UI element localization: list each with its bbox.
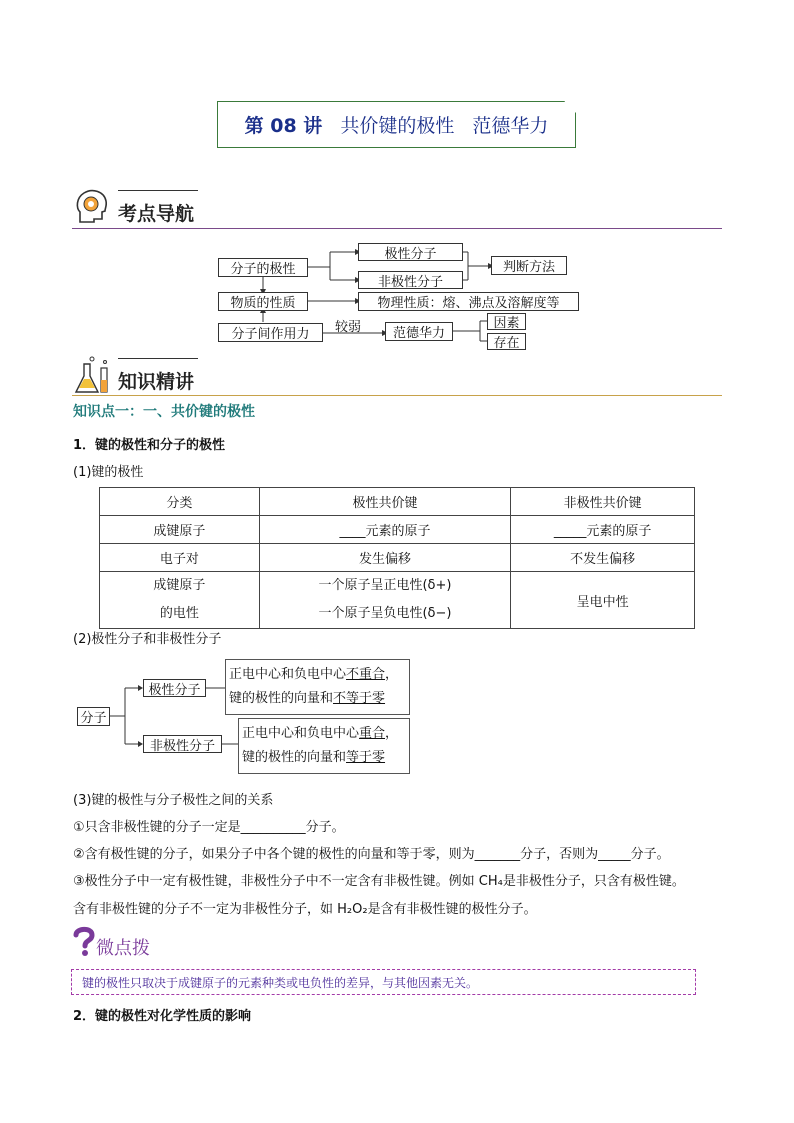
mindmap-label-weak: 较弱 — [335, 320, 362, 335]
mindmap-node-factor: 因素 — [487, 313, 526, 330]
mindmap-node-polar: 极性分子 — [358, 243, 463, 261]
lecture-subtopic: 范德华力 — [472, 115, 549, 137]
section-tip-heading: 微点拨 — [96, 938, 150, 959]
mindmap-node-mol-polarity: 分子的极性 — [218, 258, 308, 277]
heading-1b: (2)极性分子和非极性分子 — [73, 632, 222, 647]
table-cell-line: 的电性 — [159, 606, 199, 621]
section-guide-heading: 考点导航 — [118, 203, 195, 225]
table-cell-line: 一个原子呈正电性(δ+) — [318, 578, 452, 593]
mindmap-node-substance-prop: 物质的性质 — [218, 292, 308, 311]
table-cell: 不发生偏移 — [511, 544, 695, 572]
table-cell: 电子对 — [100, 544, 260, 572]
table-header-cell: 极性共价键 — [259, 488, 511, 516]
mindmap-node-judge: 判断方法 — [491, 256, 567, 275]
table-cell-line: 成键原子 — [153, 578, 206, 593]
table-header-cell: 分类 — [100, 488, 260, 516]
lecture-number: 第 08 讲 — [244, 115, 323, 137]
relation-1: ①只含非极性键的分子一定是__________分子。 — [73, 820, 345, 835]
mindmap-node-vdw: 范德华力 — [385, 322, 453, 341]
tree-node-polar: 极性分子 — [143, 679, 206, 697]
relation-3b: 含有非极性键的分子不一定为非极性分子，如 H₂O₂是含有非极性键的极性分子。 — [73, 902, 537, 917]
tree-root-molecule: 分子 — [77, 707, 110, 726]
nonpolar-desc-line-1: 正电中心和负电中心重合， — [242, 726, 399, 741]
section-knowledge-heading: 知识精讲 — [118, 371, 195, 393]
nonpolar-desc-line-2: 键的极性的向量和等于零 — [242, 750, 386, 765]
knowledge-point-1-title: 知识点一：一、共价键的极性 — [73, 404, 255, 420]
table-cell: 发生偏移 — [259, 544, 511, 572]
polar-desc-line-1: 正电中心和负电中心不重合， — [229, 667, 399, 682]
tree-node-nonpolar: 非极性分子 — [143, 735, 222, 753]
tip-box — [71, 969, 696, 995]
heading-1a: (1)键的极性 — [73, 465, 144, 480]
mindmap-node-physical: 物理性质：熔、沸点及溶解度等 — [358, 292, 579, 311]
heading-1c: (3)键的极性与分子极性之间的关系 — [73, 793, 274, 808]
mindmap-node-exist: 存在 — [487, 333, 526, 350]
nonpolar-description-box — [238, 718, 410, 774]
table-cell: 呈电中性 — [511, 572, 695, 629]
relation-3a: ③极性分子中一定有极性键，非极性分子中不一定含有非极性键。例如 CH₄是非极性分子，只含有极性键。 — [73, 874, 685, 889]
mindmap-node-inter-force: 分子间作用力 — [218, 323, 323, 342]
heading-2: 2．键的极性对化学性质的影响 — [73, 1009, 252, 1024]
tip-text: 键的极性只取决于成键原子的元素种类或电负性的差异，与其他因素无关。 — [82, 975, 479, 990]
mindmap-node-nonpolar: 非极性分子 — [358, 271, 463, 289]
polar-desc-line-2: 键的极性的向量和不等于零 — [229, 691, 386, 706]
table-cell-line: 一个原子呈负电性(δ−) — [318, 606, 452, 621]
table-header-cell: 非极性共价键 — [511, 488, 695, 516]
lecture-topic: 共价键的极性 — [340, 115, 455, 137]
table-cell: ____元素的原子 — [259, 516, 511, 544]
question-mark-icon — [73, 926, 95, 956]
table-cell: 成键原子 — [100, 516, 260, 544]
heading-1: 1．键的极性和分子的极性 — [73, 438, 226, 453]
polar-description-box — [225, 659, 410, 715]
relation-2: ②含有极性键的分子，如果分子中各个键的极性的向量和等于零，则为_______分子，否则为_____分子。 — [73, 847, 670, 862]
table-cell: _____元素的原子 — [511, 516, 695, 544]
